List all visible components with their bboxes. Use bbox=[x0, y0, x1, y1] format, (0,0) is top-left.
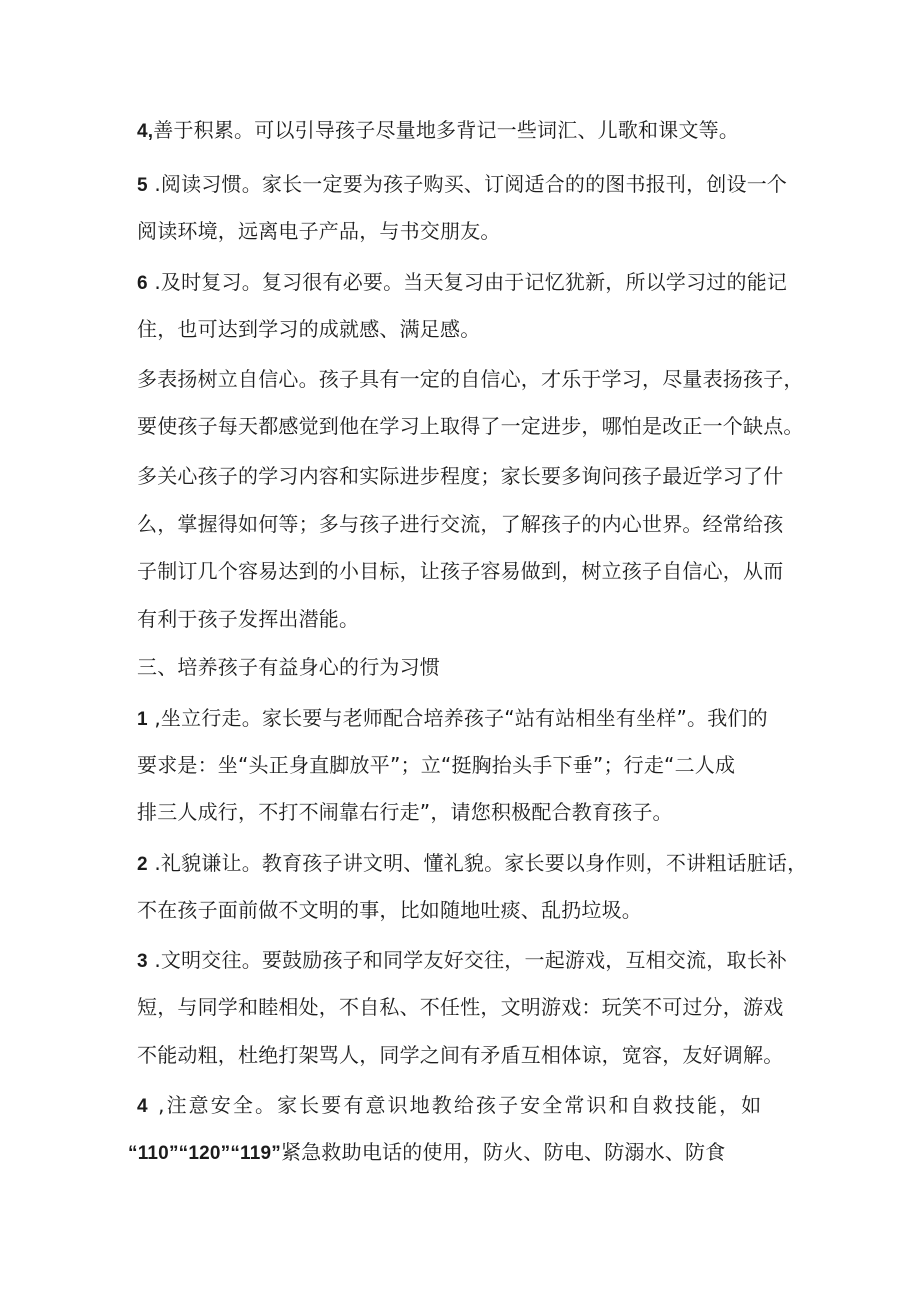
paragraph-line bbox=[137, 1041, 797, 1069]
line-text: 多关心孩子的学习内容和实际进步程度；家长要多询问孩子最近学习了什 bbox=[137, 464, 784, 488]
item-number: 3 bbox=[137, 951, 148, 972]
line-text: .文明交往。要鼓励孩子和同学友好交往，一起游戏，互相交流，取长补 bbox=[147, 948, 788, 972]
paragraph-line bbox=[137, 798, 797, 826]
line-text: 要求是：坐“头正身直脚放平”；立“挺胸抬头手下垂”；行走“二人成 bbox=[137, 753, 736, 777]
paragraph-line bbox=[137, 217, 797, 245]
item-number: 5 bbox=[137, 175, 148, 196]
line-text: 不能动粗，杜绝打架骂人，同学之间有矛盾互相体谅，宽容，友好调解。 bbox=[137, 1043, 784, 1067]
line-text: 不在孩子面前做不文明的事，比如随地吐痰、乱扔垃圾。 bbox=[137, 898, 642, 922]
item-number: 4 bbox=[137, 1096, 150, 1117]
paragraph-line bbox=[137, 605, 797, 633]
paragraph-line bbox=[137, 412, 804, 440]
paragraph-line bbox=[137, 557, 797, 585]
line-text: 排三人成行，不打不闹靠右行走”，请您积极配合教育孩子。 bbox=[137, 800, 673, 824]
paragraph-line bbox=[137, 849, 808, 879]
paragraph-line bbox=[137, 268, 797, 298]
line-text: 子制订几个容易达到的小目标，让孩子容易做到，树立孩子自信心，从而 bbox=[137, 559, 784, 583]
line-text: 么，掌握得如何等；多与孩子进行交流，了解孩子的内心世界。经常给孩 bbox=[137, 512, 784, 536]
item-number: 4, bbox=[137, 121, 154, 142]
paragraph-line bbox=[137, 704, 797, 734]
heading-text: 三、培养孩子有益身心的行为习惯 bbox=[137, 655, 440, 679]
emergency-number: “120” bbox=[178, 1143, 231, 1164]
paragraph-line bbox=[137, 751, 797, 779]
line-text: ,坐立行走。家长要与老师配合培养孩子“站有站相坐有坐样”。我们的 bbox=[147, 706, 768, 730]
line-text: 要使孩子每天都感觉到他在学习上取得了一定进步，哪怕是改正一个缺点。 bbox=[137, 414, 804, 438]
line-text: .阅读习惯。家长一定要为孩子购买、订阅适合的的图书报刊，创设一个 bbox=[147, 172, 788, 196]
paragraph-line bbox=[137, 170, 797, 200]
item-number: 6 bbox=[137, 273, 148, 294]
emergency-number: “119” bbox=[230, 1143, 282, 1164]
line-text: 住，也可达到学习的成就感、满足感。 bbox=[137, 317, 481, 341]
paragraph-line bbox=[137, 365, 804, 393]
paragraph-line bbox=[137, 946, 797, 976]
paragraph-line bbox=[137, 1091, 797, 1121]
line-text: 多表扬树立自信心。孩子具有一定的自信心，才乐于学习，尽量表扬孩子， bbox=[137, 367, 804, 391]
item-number: 1 bbox=[137, 709, 148, 730]
paragraph-line bbox=[137, 462, 797, 490]
line-text: 短，与同学和睦相处，不自私、不任性，文明游戏：玩笑不可过分，游戏 bbox=[137, 995, 784, 1019]
line-text: 有利于孩子发挥出潜能。 bbox=[137, 607, 360, 631]
line-text: 紧急救助电话的使用，防火、防电、防溺水、防食 bbox=[281, 1140, 726, 1164]
line-text: .及时复习。复习很有必要。当天复习由于记忆犹新，所以学习过的能记 bbox=[147, 270, 788, 294]
item-number: 2 bbox=[137, 854, 148, 875]
line-text: .礼貌谦让。教育孩子讲文明、懂礼貌。家长要以身作则，不讲粗话脏话， bbox=[147, 851, 808, 875]
paragraph-line bbox=[137, 116, 797, 146]
line-text: 阅读环境，远离电子产品，与书交朋友。 bbox=[137, 219, 501, 243]
paragraph-line bbox=[137, 896, 797, 924]
paragraph-line bbox=[137, 315, 797, 343]
emergency-number: “110” bbox=[128, 1143, 179, 1164]
line-text: ,注意安全。家长要有意识地教给孩子安全常识和自救技能，如 bbox=[149, 1093, 764, 1117]
section-heading bbox=[137, 653, 797, 681]
paragraph-line bbox=[128, 1138, 788, 1168]
paragraph-line bbox=[137, 993, 797, 1021]
paragraph-line bbox=[137, 510, 797, 538]
line-text: 善于积累。可以引导孩子尽量地多背记一些词汇、儿歌和课文等。 bbox=[153, 118, 740, 142]
